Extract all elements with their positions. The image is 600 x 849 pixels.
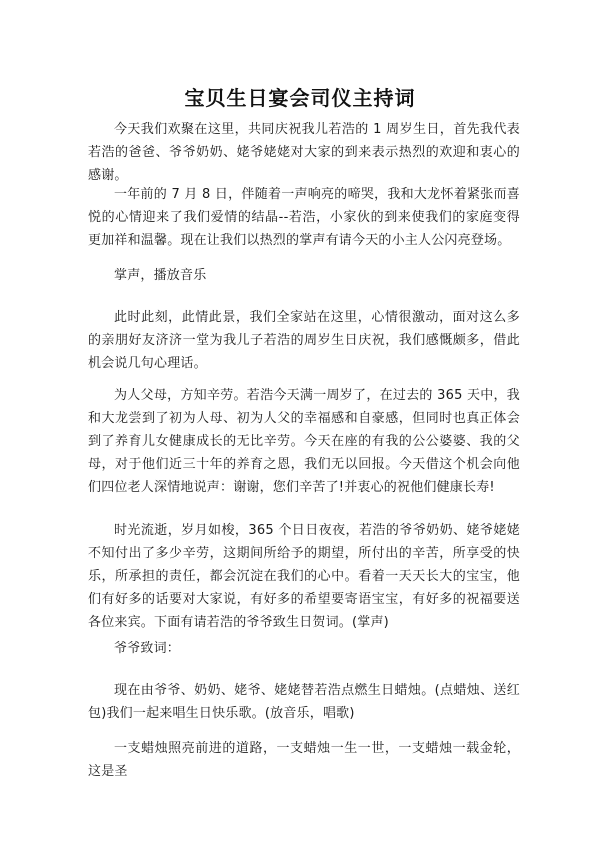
paragraph-parents: 为人父母，方知辛劳。若浩今天满一周岁了，在过去的 365 天中，我和大龙尝到了初为人母、初为人父的幸福感和自豪感，但同时也真正体会到了养育儿女健康成长的无比辛劳。今天在座的有我的公公婆婆、我的父母，对于他们近三十年的养育之恩，我们无以回报。今天借这个机会向他们四位老人深情地说声：谢谢，您们辛苦了!并衷心的祝他们健康长寿! — [88, 388, 520, 495]
paragraph-gratitude: 此时此刻，此情此景，我们全家站在这里，心情很激动，面对这么多的亲朋好友济济一堂为我儿子若浩的周岁生日庆祝，我们感慨颇多，借此机会说几句心理话。 — [88, 310, 520, 371]
paragraph-applause-music: 掌声，播放音乐 — [114, 268, 207, 283]
paragraph-candles: 现在由爷爷、奶奶、姥爷、姥姥替若浩点燃生日蜡烛。(点蜡烛、送红包)我们一起来唱生日快乐歌。(放音乐，唱歌) — [88, 683, 520, 721]
document-title: 宝贝生日宴会司仪主持词 — [184, 86, 416, 110]
paragraph-welcome: 今天我们欢聚在这里，共同庆祝我儿若浩的 1 周岁生日，首先我代表若浩的爸爸、爷爷奶奶、姥爷姥姥对大家的到来表示热烈的欢迎和衷心的感谢。 — [88, 122, 520, 183]
paragraph-candle-poem: 一支蜡烛照亮前进的道路，一支蜡烛一生一世，一支蜡烛一载金轮，这是圣 — [88, 741, 520, 779]
paragraph-birth: 一年前的 7 月 8 日，伴随着一声响亮的啼哭，我和大龙怀着紧张而喜悦的心情迎来了我们爱情的结晶--若浩，小家伙的到来使我们的家庭变得更加祥和温馨。现在让我们以热烈的掌声有请今天的小主人公闪亮登场。 — [88, 187, 520, 248]
paragraph-time-flows: 时光流逝，岁月如梭，365 个日日夜夜，若浩的爷爷奶奶、姥爷姥姥不知付出了多少辛劳，这期间所给予的期望，所付出的辛苦，所享受的快乐，所承担的责任，都会沉淀在我们的心中。看着一天天长大的宝宝，他们有好多的话要对大家说，有好多的希望要寄语宝宝，有好多的祝福要送各位来宾。下面有请若浩的爷爷致生日贺词。(掌声) — [88, 523, 520, 630]
paragraph-grandpa-speech: 爷爷致词： — [114, 641, 181, 656]
